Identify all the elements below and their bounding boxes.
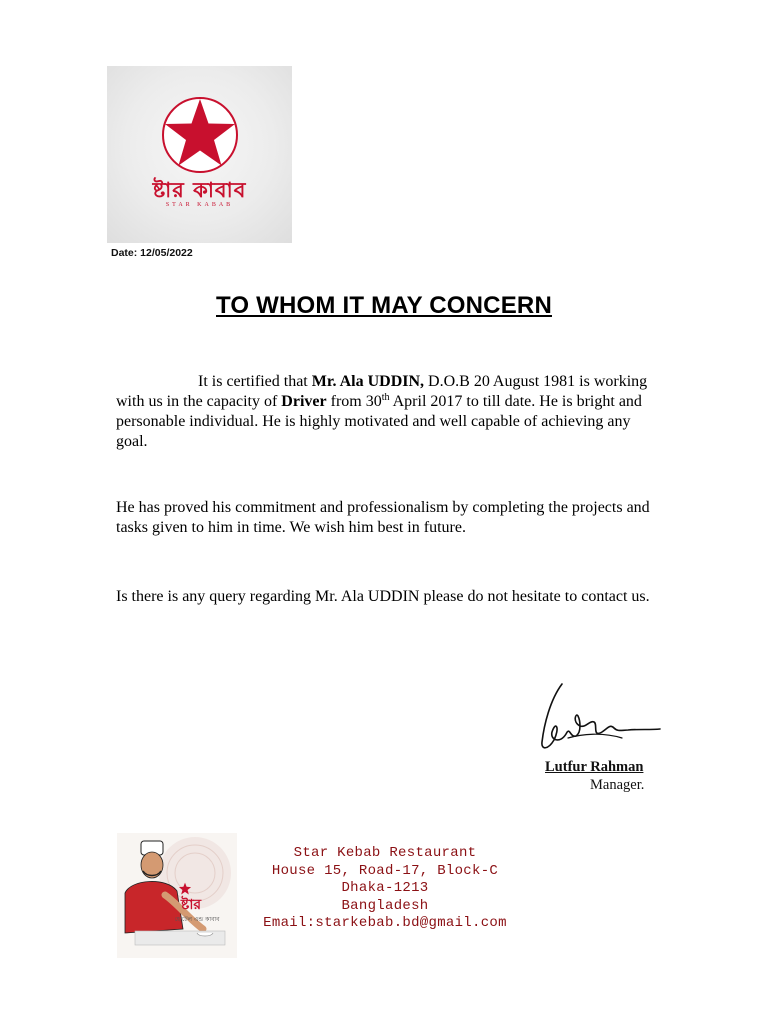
certification-paragraph: It is certified that Mr. Ala UDDIN, D.O.B 20 August 1981 is working with us in the capacity of Driver from 30th April 2017 to till date. He is bright and personable individual. He is highly motivated and well capable of achieving any goal. xyxy=(116,373,648,450)
footer-image-subcaption: হোটেল এন্ড কাবাব xyxy=(174,916,220,923)
chef-illustration-icon xyxy=(117,833,237,958)
contact-paragraph: Is there is any query regarding Mr. Ala UDDIN please do not hesitate to contact us. xyxy=(116,588,650,605)
footer-illustration xyxy=(117,833,237,958)
signature-image xyxy=(532,680,667,760)
employee-position: Driver xyxy=(281,393,327,410)
signatory-title: Manager. xyxy=(590,777,645,793)
address-line: House 15, Road-17, Block-C xyxy=(271,862,499,879)
footer-address xyxy=(240,845,530,933)
page-title: TO WHOM IT MAY CONCERN xyxy=(216,292,552,319)
country-line: Bangladesh xyxy=(341,897,429,914)
logo-bengali-text: ষ্টার কাবাব xyxy=(152,178,247,202)
restaurant-name: Star Kebab Restaurant xyxy=(293,845,477,861)
company-logo xyxy=(107,66,292,243)
commitment-paragraph: He has proved his commitment and professionalism by completing the projects and tasks given to him in time. We wish him best in future. xyxy=(116,499,650,536)
employee-name: Mr. Ala UDDIN, xyxy=(311,373,425,390)
star-logo-icon xyxy=(107,66,292,243)
footer-image-caption: ষ্টার xyxy=(180,897,202,913)
signatory-name: Lutfur Rahman xyxy=(545,759,644,775)
logo-english-text: STAR KABAB xyxy=(165,202,234,208)
city-line: Dhaka-1213 xyxy=(341,880,429,896)
email-line: Email:starkebab.bd@gmail.com xyxy=(263,915,507,931)
document-date: Date: 12/05/2022 xyxy=(111,247,193,259)
